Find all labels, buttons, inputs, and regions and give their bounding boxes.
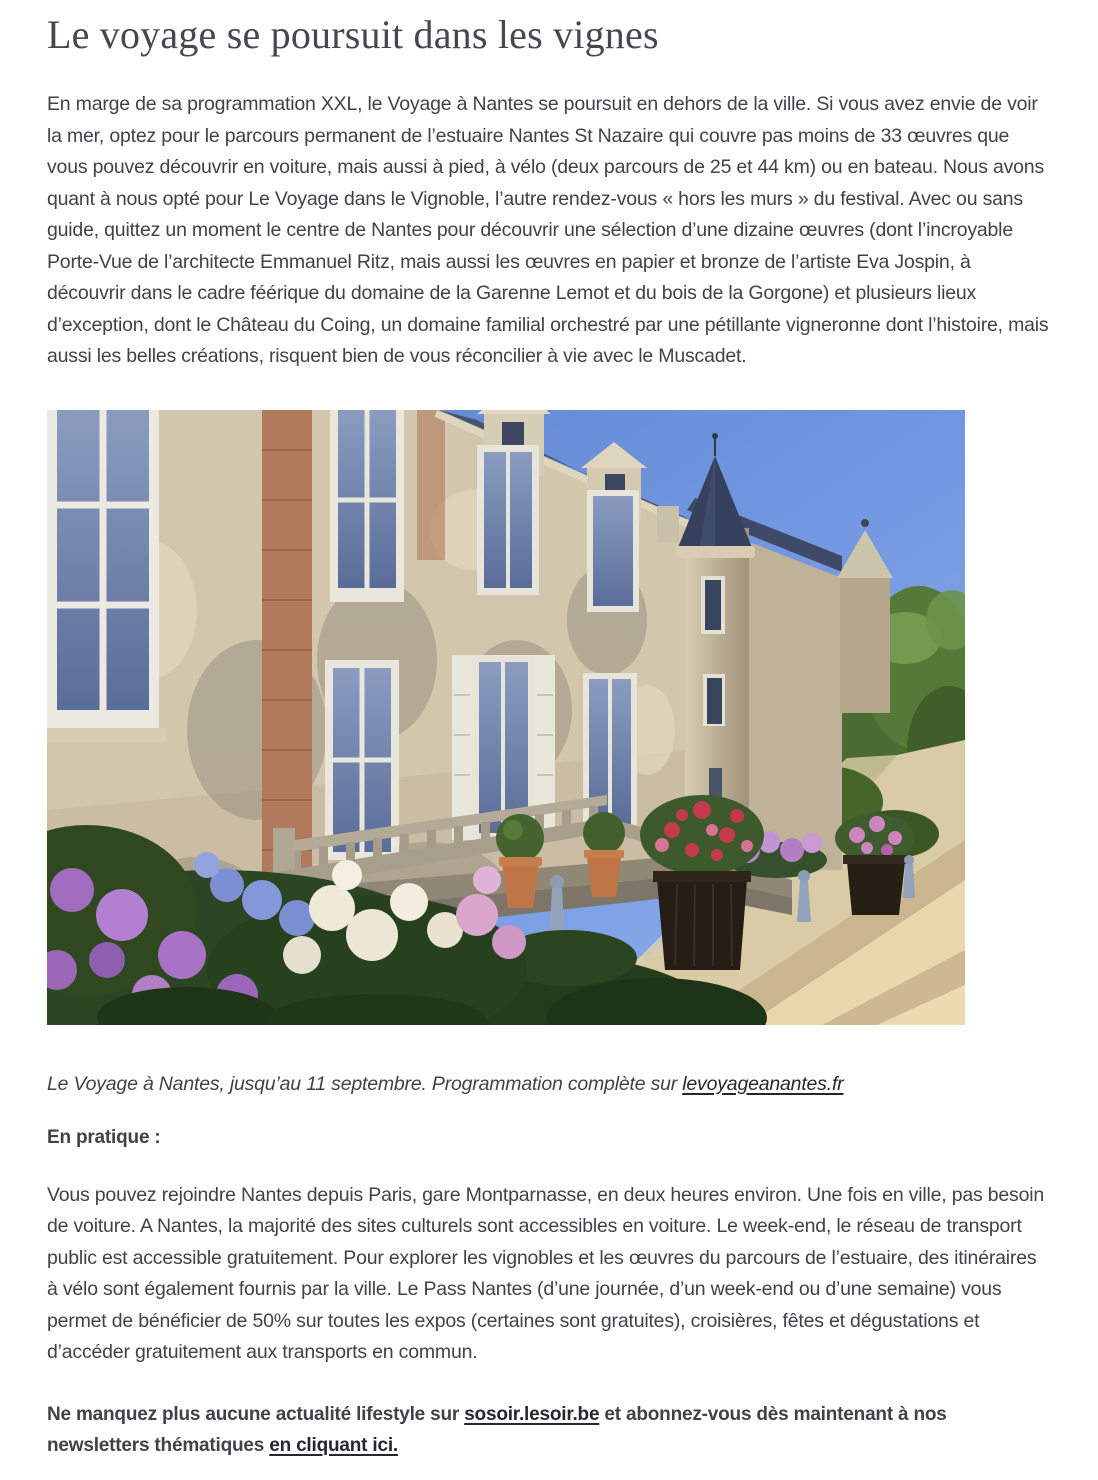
newsletter-link-subscribe[interactable]: en cliquant ici. [269, 1435, 398, 1456]
caption-link-levoyageanantes[interactable]: levoyageanantes.fr [682, 1072, 844, 1095]
article-page [0, 12, 1098, 1480]
photo-caption [47, 1069, 1051, 1099]
article-title: Le voyage se poursuit dans les vignes [47, 12, 659, 57]
chateau-photo [47, 410, 965, 1025]
en-pratique-heading: En pratique : [47, 1126, 161, 1148]
chateau-photo-illustration [47, 410, 965, 1025]
newsletter-paragraph [47, 1399, 1051, 1462]
practical-paragraph: Vous pouvez rejoindre Nantes depuis Paris, gare Montparnasse, en deux heures environ. Une fois en ville, pas besoin de voiture. A Nantes, la majorité des sites culturels sont accessibles en voiture. Le week-end, le réseau de transport public est accessible gratuitement. Pour explorer les vignobles et les œuvres du parcours de l’estuaire, des itinéraires à vélo sont également fournis par la ville. Le Pass Nantes (d’une journée, d’un week-end ou d’une semaine) vous permet de bénéficier de 50% sur toutes les expos (certaines sont gratuites), croisières, fêtes et dégustations et d’accéder gratuitement aux transports en commun. [47, 1183, 1045, 1363]
newsletter-link-sosoir[interactable]: sosoir.lesoir.be [464, 1403, 600, 1425]
newsletter-text-2: et abonnez-vous dès maintenant à nos newsletters thématiques [47, 1403, 947, 1456]
newsletter-text-1: Ne manquez plus aucune actualité lifestyle sur [47, 1403, 465, 1425]
photo-caption-text: Le Voyage à Nantes, jusqu’au 11 septembre. Programmation complète sur [47, 1072, 683, 1095]
intro-paragraph: En marge de sa programmation XXL, le Voyage à Nantes se poursuit en dehors de la ville. Si vous avez envie de voir la mer, optez pour le parcours permanent de l’estuaire Nantes St Nazaire qui couvre pas moins de 33 œuvres que vous pouvez découvrir en voiture, mais aussi à pied, à vélo (deux parcours de 25 et 44 km) ou en bateau. Nous avons quant à nous opté pour Le Voyage dans le Vignoble, l’autre rendez-vous « hors les murs » du festival. Avec ou sans guide, quittez un moment le centre de Nantes pour découvrir une sélection d’une dizaine œuvres (dont l’incroyable Porte-Vue de l’architecte Emmanuel Ritz, mais aussi les œuvres en papier et bronze de l’artiste Eva Jospin, à découvrir dans le cadre féérique du domaine de la Garenne Lemot et du bois de la Gorgone) et plusieurs lieux d’exception, dont le Château du Coing, un domaine familial orchestré par une pétillante vigneronne dont l’histoire, mais aussi les belles créations, risquent bien de vous réconcilier à vie avec le Muscadet. [47, 93, 1049, 367]
